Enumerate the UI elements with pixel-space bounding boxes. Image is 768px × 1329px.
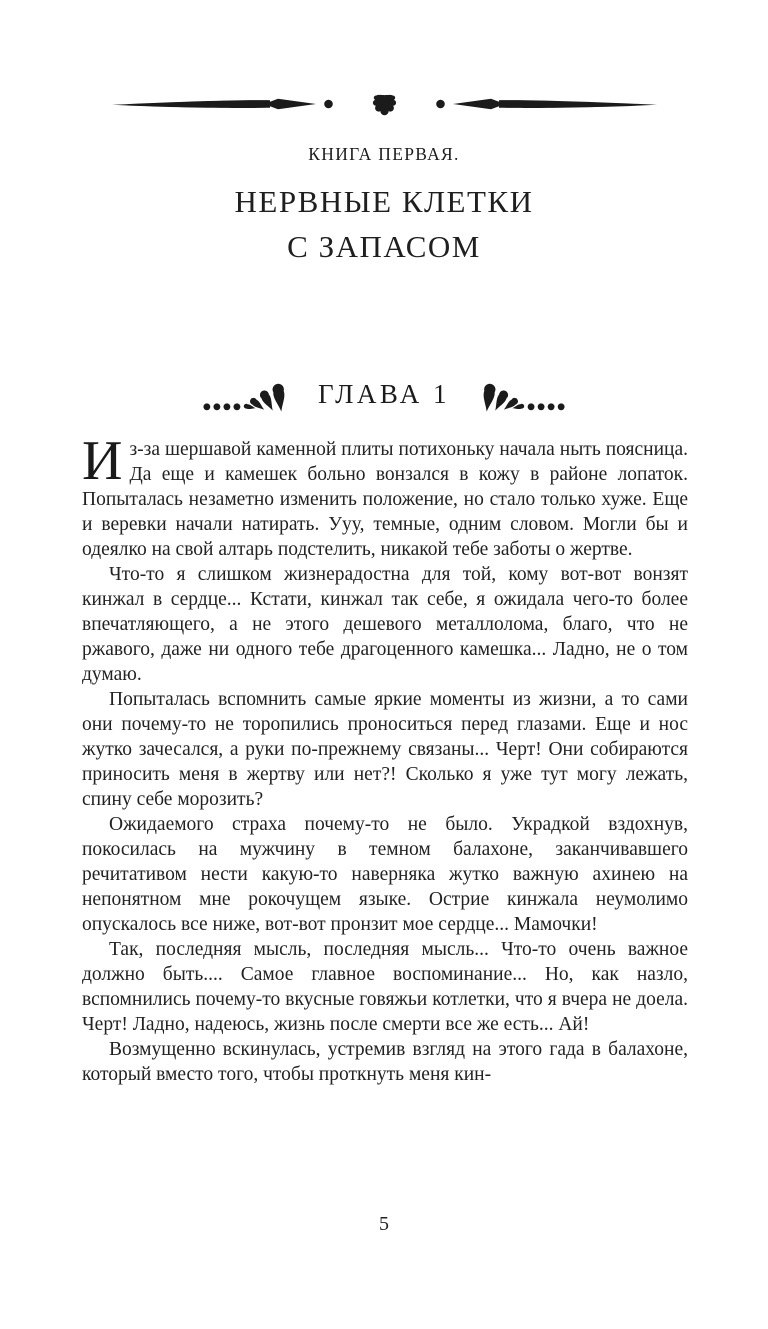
chapter-ornament-right-icon (476, 371, 568, 413)
paragraph-text: з-за шершавой каменной плиты потихоньку начала ныть поясница. Да еще и камешек больно вонзался в кожу в районе лопаток. Попыталась незаметно изменить положение, но стало только хуже. Еще и веревки начали натирать. Ууу, темные, одним словом. Могли бы и одеялко на свой алтарь подстелить, никакой тебе заботы о жертве. (82, 439, 688, 560)
paragraph: Ожидаемого страха почему-то не было. Украдкой вздохнув, покосилась на мужчину в темном балахоне, заканчивавшего речитативом нести какую-то наверняка жутко важную ахинею на непонятном мне рокочущем языке. Острие кинжала неумолимо опускалось все ниже, вот-вот пронзит мое сердце... Мамочки! (82, 814, 688, 935)
body-text (82, 430, 688, 1087)
part-kicker: КНИГА ПЕРВАЯ. (308, 144, 460, 164)
paragraph: Возмущенно вскинулась, устремив взгляд на этого гада в балахоне, который вместо того, чтобы проткнуть меня кин- (82, 1039, 688, 1085)
drop-cap: И (82, 430, 123, 492)
paragraph (82, 430, 688, 562)
top-divider-ornament (112, 88, 657, 120)
divider-fan-icon (112, 88, 657, 120)
chapter-heading: ГЛАВА 1 (318, 379, 450, 409)
chapter-ornament-left-icon (200, 371, 292, 413)
part-title-line2: С ЗАПАСОМ (287, 229, 481, 264)
paragraph: Попыталась вспомнить самые яркие моменты из жизни, а то сами они почему-то не торопились проноситься перед глазами. Еще и нос жутко зачесался, а руки по-прежнему связаны... Черт! Они собираются приносить меня в жертву или нет?! Сколько я уже тут могу лежать, спину себе морозить? (82, 689, 688, 810)
paragraph: Так, последняя мысль, последняя мысль... Что-то очень важное должно быть.... Самое главное воспоминание... Но, как назло, вспомнились почему-то вкусные говяжьи котлетки, что я вчера не доела. Черт! Ладно, надеюсь, жизнь после смерти все же есть... Ай! (82, 939, 688, 1035)
book-page (0, 88, 768, 1329)
part-title-line1: НЕРВНЫЕ КЛЕТКИ (234, 184, 534, 219)
paragraph: Что-то я слишком жизнерадостна для той, кому вот-вот вонзят кинжал в сердце... Кстати, кинжал так себе, я ожидала чего-то более впечатляющего, а не этого дешевого металлолома, благо, что не ржавого, даже ни одного тебе драгоценного камешка... Ладно, не о том думаю. (82, 564, 688, 685)
page-number: 5 (379, 1213, 389, 1235)
part-title (0, 179, 768, 269)
chapter-heading-row (0, 371, 768, 413)
